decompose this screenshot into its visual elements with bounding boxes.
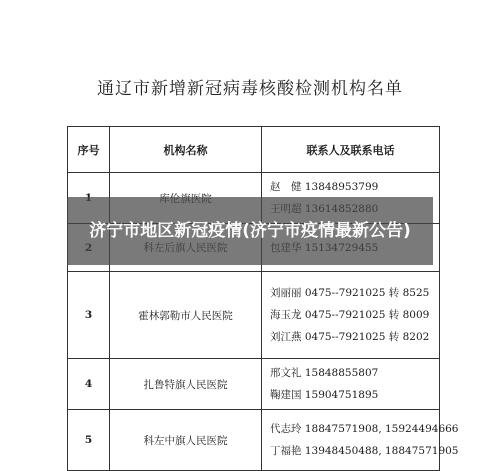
contact-line: 邢文礼 15848855807: [270, 367, 379, 379]
contact-cell: [262, 272, 440, 359]
table-row: [68, 359, 440, 410]
contact-line: 刘丽丽 0475--7921025 转 8525: [270, 287, 430, 299]
contact-line: 代志玲 18847571908, 15924494666: [270, 423, 459, 435]
table-row: [68, 410, 440, 471]
row-number: 3: [68, 272, 110, 359]
institution-name: 扎鲁特旗人民医院: [110, 359, 262, 410]
contact-line: 鞠建国 15904751895: [270, 389, 379, 401]
document-title: 通辽市新增新冠病毒核酸检测机构名单: [97, 79, 403, 99]
table-header-row: [68, 127, 440, 173]
contact-line: 刘江燕 0475--7921025 转 8202: [270, 331, 430, 343]
contact-line: 赵 健 13848953799: [270, 181, 379, 193]
contact-cell: [262, 359, 440, 410]
row-number: 4: [68, 359, 110, 410]
header-contact: 联系人及联系电话: [262, 127, 440, 173]
institution-name: 霍林郭勒市人民医院: [110, 272, 262, 359]
table-row: [68, 272, 440, 359]
row-number: 5: [68, 410, 110, 471]
header-org: 机构名称: [110, 127, 262, 173]
contact-cell: [262, 410, 459, 471]
header-seq: 序号: [68, 127, 110, 173]
headline-text: 济宁市地区新冠疫情(济宁市疫情最新公告): [89, 221, 411, 241]
contact-line: 海玉龙 0475--7921025 转 8009: [270, 309, 430, 321]
institution-name: 科左中旗人民医院: [110, 410, 262, 471]
testing-institutions-table: [67, 126, 459, 471]
contact-line: 丁福艳 13948450488, 18847571905: [270, 445, 459, 457]
headline-overlay-banner: [67, 197, 433, 265]
